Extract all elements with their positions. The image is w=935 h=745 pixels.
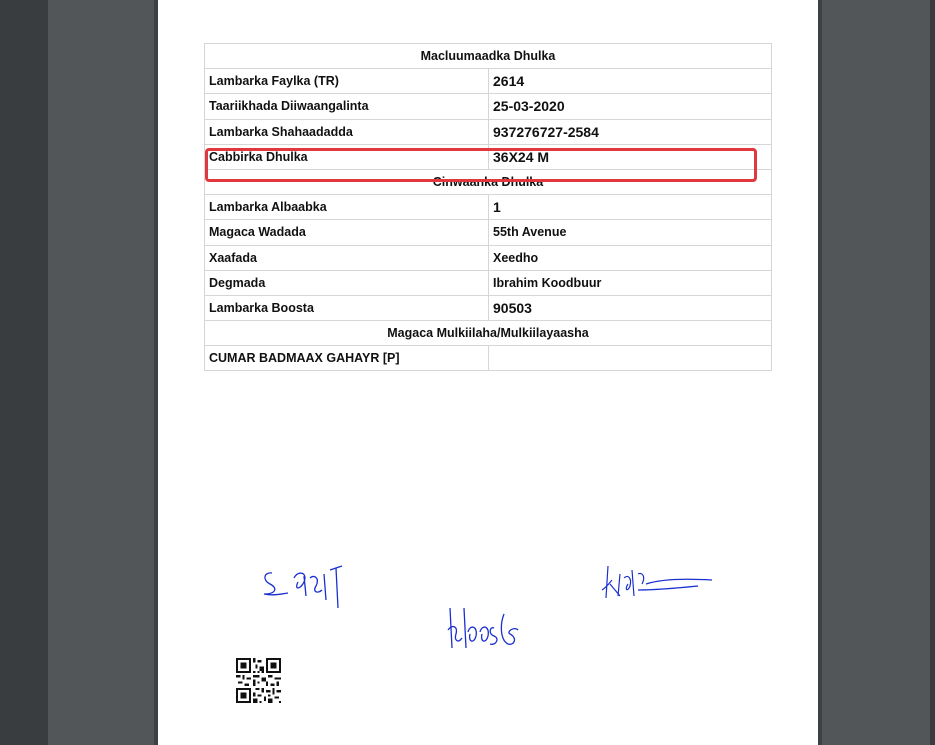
highlight-box (205, 148, 757, 182)
table-row (205, 346, 772, 371)
row-label: Taariikhada Diiwaangalinta (205, 94, 489, 119)
section-owners: Magaca Mulkiilaha/Mulkiilayaasha (205, 321, 772, 346)
document-page (158, 0, 818, 745)
signature-2 (444, 604, 528, 654)
left-panel (0, 0, 48, 745)
row-value: 90503 (489, 295, 772, 320)
section-row (205, 44, 772, 69)
section-land-address: Cinwaanka Dhulka (205, 169, 772, 194)
table-row (205, 295, 772, 320)
row-value: 55th Avenue (489, 220, 772, 245)
section-land-info: Macluumaadka Dhulka (205, 44, 772, 69)
row-value: 937276727-2584 (489, 119, 772, 144)
owner-name: CUMAR BADMAAX GAHAYR [P] (205, 346, 489, 371)
row-value: 2614 (489, 69, 772, 94)
row-label: Xaafada (205, 245, 489, 270)
table-row (205, 119, 772, 144)
row-value: Xeedho (489, 245, 772, 270)
table-row (205, 94, 772, 119)
scrollbar[interactable] (930, 0, 935, 745)
table-row (205, 220, 772, 245)
row-label: Lambarka Faylka (TR) (205, 69, 489, 94)
row-label: Lambarka Albaabka (205, 195, 489, 220)
row-label: Lambarka Boosta (205, 295, 489, 320)
table-row (205, 195, 772, 220)
row-label: Cabbirka Dhulka (205, 144, 489, 169)
row-value: 1 (489, 195, 772, 220)
qr-code-icon (236, 658, 281, 703)
signature-3 (598, 560, 718, 608)
table-row (205, 245, 772, 270)
row-value: 25-03-2020 (489, 94, 772, 119)
row-value: 36X24 M (489, 144, 772, 169)
land-info-table (204, 43, 772, 371)
section-row (205, 321, 772, 346)
row-label: Degmada (205, 270, 489, 295)
table-row (205, 69, 772, 94)
row-value: Ibrahim Koodbuur (489, 270, 772, 295)
signature-1 (258, 560, 358, 615)
owner-value (489, 346, 772, 371)
row-label: Magaca Wadada (205, 220, 489, 245)
table-row (205, 270, 772, 295)
row-label: Lambarka Shahaadadda (205, 119, 489, 144)
